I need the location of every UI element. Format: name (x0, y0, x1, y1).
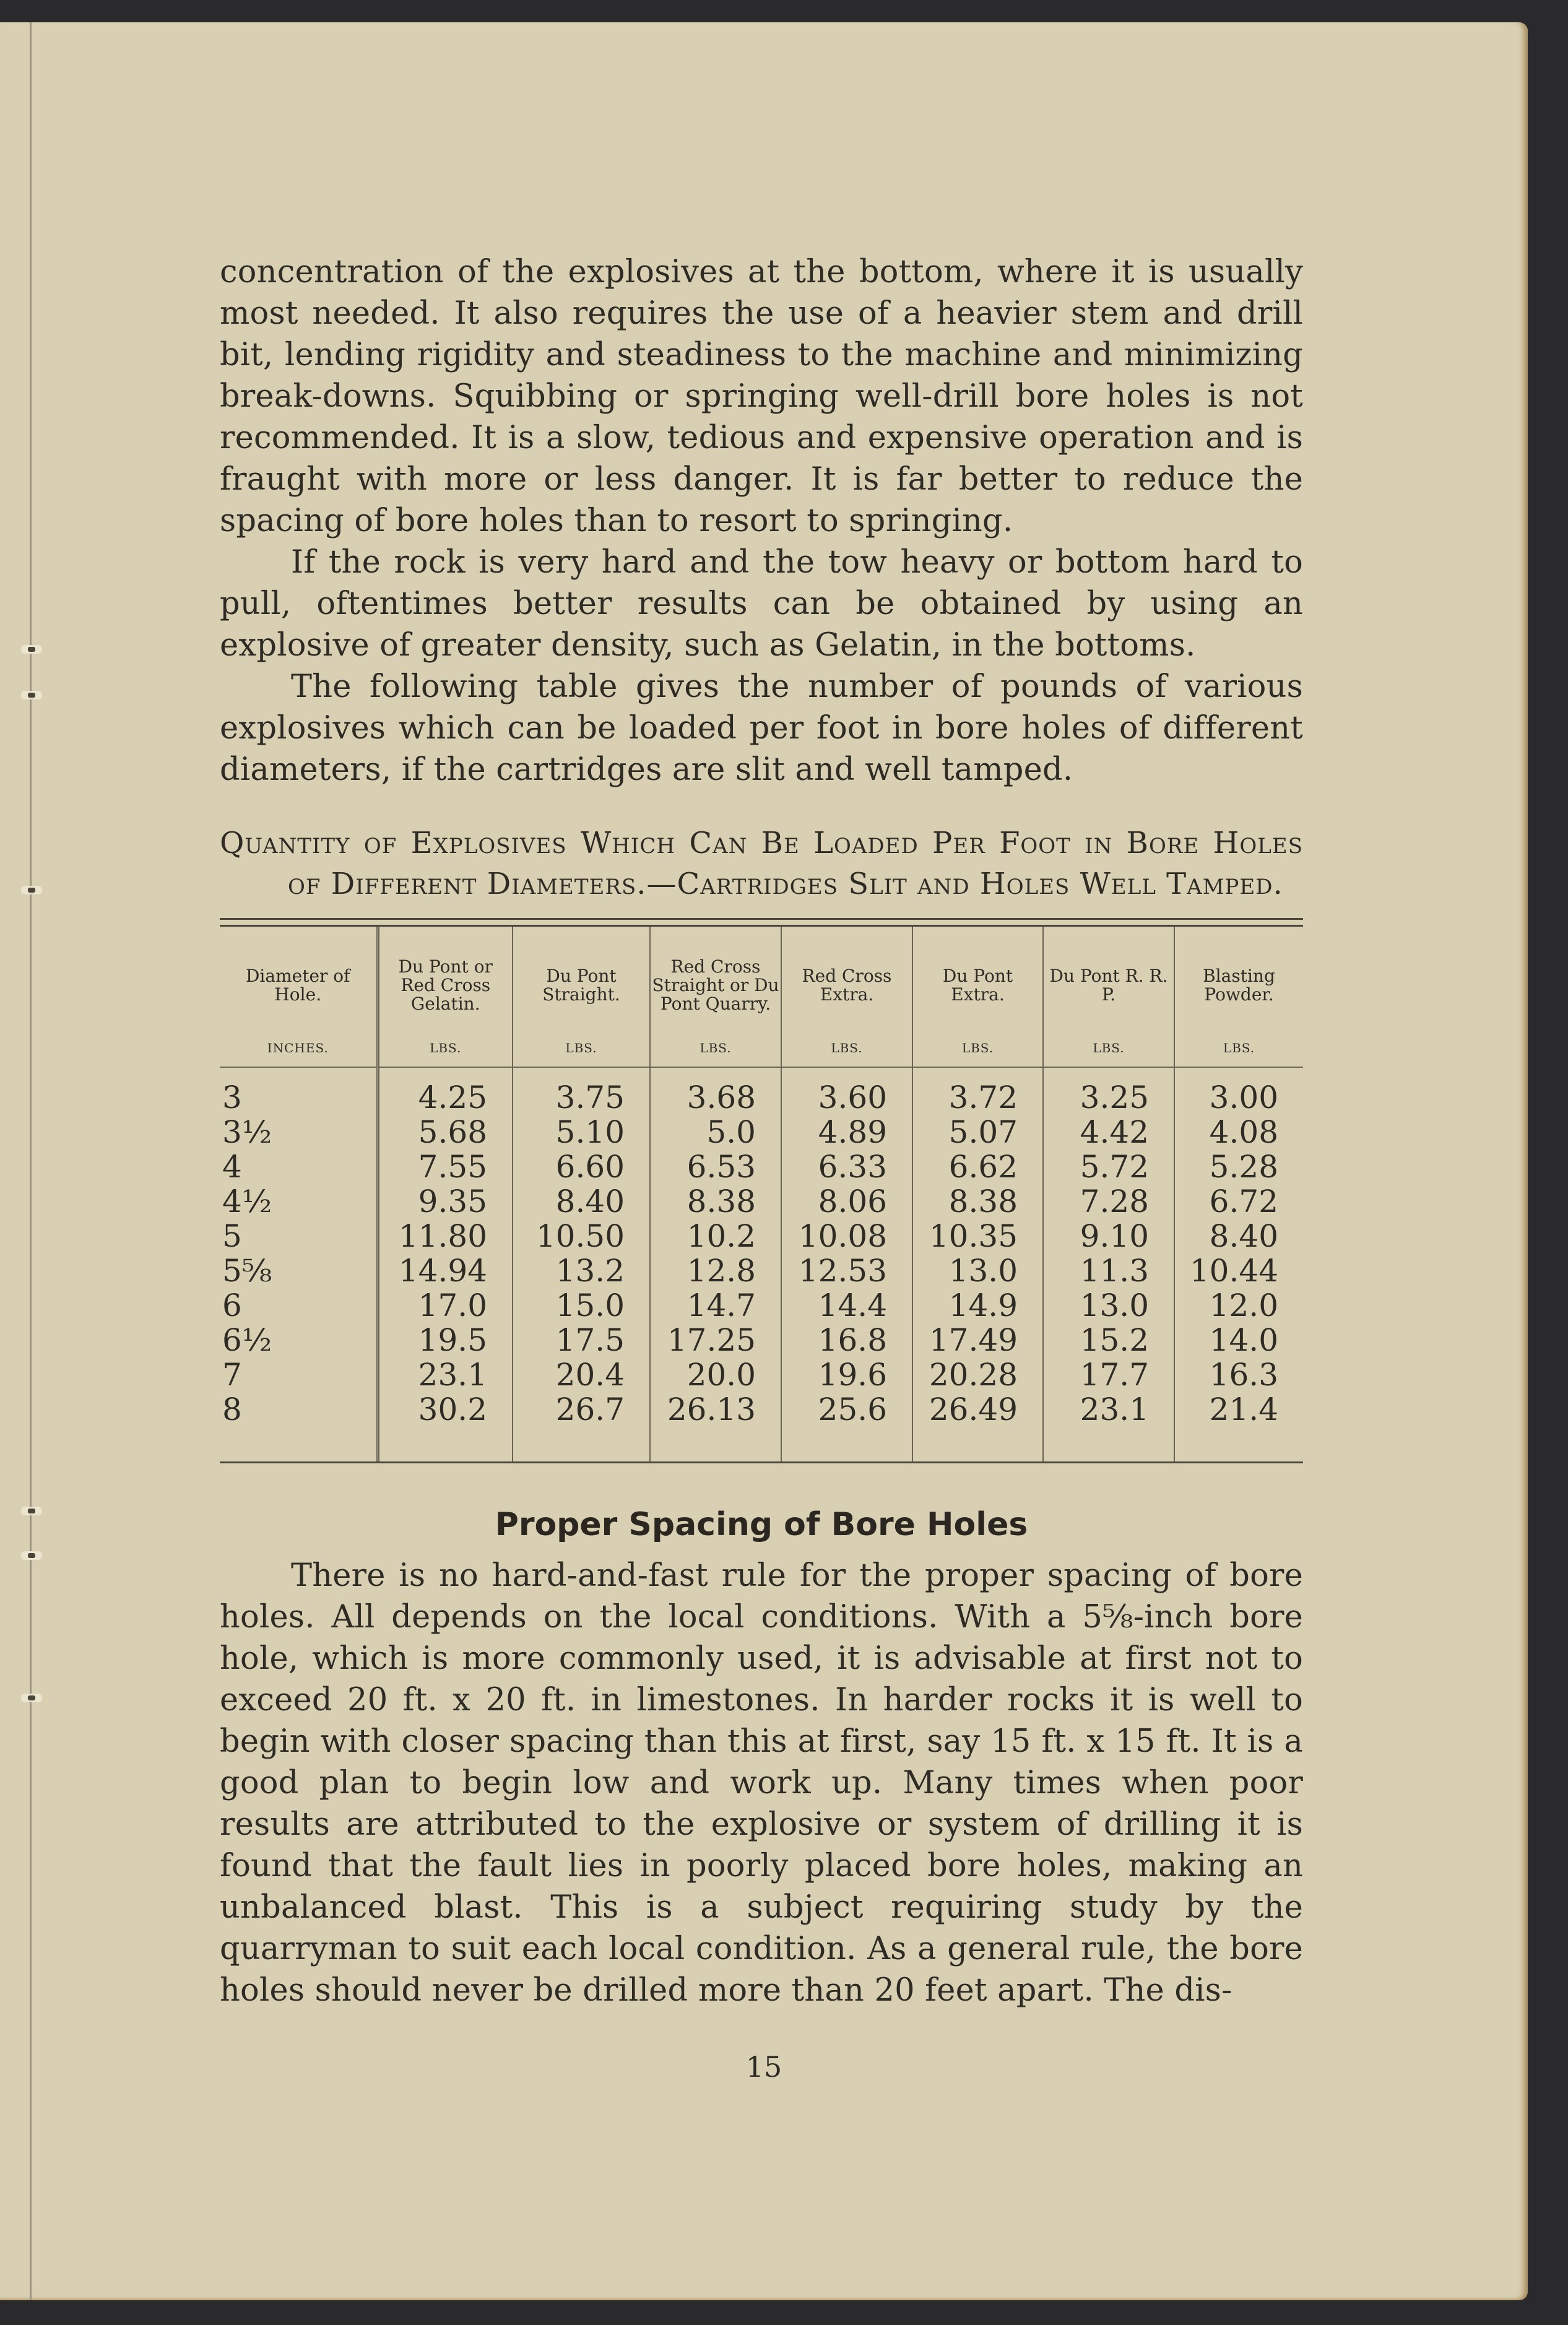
value-cell: 8.38 (650, 1184, 781, 1219)
value-cell: 9.10 (1043, 1219, 1174, 1253)
value-cell: 5.0 (650, 1115, 781, 1150)
value-cell: 15.2 (1043, 1323, 1174, 1357)
value-cell: 9.35 (378, 1184, 513, 1219)
value-cell: 6.62 (912, 1150, 1043, 1184)
value-cell: 14.7 (650, 1288, 781, 1323)
table-units-row (220, 1037, 1303, 1067)
value-cell: 14.94 (378, 1253, 513, 1288)
value-cell: 14.0 (1174, 1323, 1303, 1357)
value-cell: 17.49 (912, 1323, 1043, 1357)
value-cell: 5.28 (1174, 1150, 1303, 1184)
binding-stitch (21, 886, 42, 894)
value-cell: 19.5 (378, 1323, 513, 1357)
value-cell: 6.60 (513, 1150, 650, 1184)
paragraph: If the rock is very hard and the tow heavy or bottom hard to pull, oftentimes better results can be obtained by using an explosive of greater density, such as Gelatin, in the bottoms. (220, 544, 1303, 664)
table-row (220, 1150, 1303, 1184)
value-cell: 11.3 (1043, 1253, 1174, 1288)
unit-label: INCHES. (220, 1037, 378, 1067)
value-cell: 8.38 (912, 1184, 1043, 1219)
explosives-table (220, 918, 1303, 1463)
column-header: Red Cross Straight or Du Pont Quarry. (650, 927, 781, 1037)
value-cell: 10.44 (1174, 1253, 1303, 1288)
column-header: Red Cross Extra. (781, 927, 912, 1037)
table-row (220, 1323, 1303, 1357)
value-cell: 3.68 (650, 1067, 781, 1115)
value-cell: 21.4 (1174, 1392, 1303, 1461)
diameter-cell: 4 (222, 1149, 242, 1185)
table-row (220, 1357, 1303, 1392)
column-header: Du Pont R. R. P. (1043, 927, 1174, 1037)
table-caption: Quantity of Explosives Which Can Be Loaded Per Foot in Bore Holes of Different Diameters.—Cartridges Slit and Holes Well Tamped. (220, 826, 1303, 901)
value-cell: 17.0 (378, 1288, 513, 1323)
column-header: Du Pont or Red Cross Gelatin. (378, 927, 513, 1037)
diameter-cell: 3 (222, 1080, 242, 1115)
table-header-row (220, 927, 1303, 1037)
value-cell: 17.5 (513, 1323, 650, 1357)
table-row (220, 1219, 1303, 1253)
value-cell: 3.72 (912, 1067, 1043, 1115)
value-cell: 10.35 (912, 1219, 1043, 1253)
value-cell: 14.4 (781, 1288, 912, 1323)
unit-label: LBS. (912, 1037, 1043, 1067)
value-cell: 10.2 (650, 1219, 781, 1253)
page-content (220, 251, 1303, 2011)
binding-stitch (21, 691, 42, 699)
value-cell: 13.0 (1043, 1288, 1174, 1323)
binding-fold-line (30, 22, 32, 2300)
value-cell: 23.1 (1043, 1392, 1174, 1461)
value-cell: 7.28 (1043, 1184, 1174, 1219)
unit-label: LBS. (1043, 1037, 1174, 1067)
value-cell: 5.07 (912, 1115, 1043, 1150)
value-cell: 16.8 (781, 1323, 912, 1357)
book-page (0, 22, 1528, 2300)
column-header: Du Pont Straight. (513, 927, 650, 1037)
table-top-rule (220, 918, 1303, 927)
value-cell: 30.2 (378, 1392, 513, 1461)
value-cell: 3.25 (1043, 1067, 1174, 1115)
column-header: Du Pont Extra. (912, 927, 1043, 1037)
diameter-cell: 4½ (222, 1184, 272, 1219)
diameter-cell: 3½ (222, 1114, 272, 1150)
diameter-cell: 5⅝ (222, 1253, 272, 1289)
value-cell: 10.08 (781, 1219, 912, 1253)
value-cell: 20.4 (513, 1357, 650, 1392)
binding-stitch (21, 1551, 42, 1560)
value-cell: 12.53 (781, 1253, 912, 1288)
column-header: Blasting Powder. (1174, 927, 1303, 1037)
binding-stitch (21, 1507, 42, 1515)
value-cell: 15.0 (513, 1288, 650, 1323)
value-cell: 4.08 (1174, 1115, 1303, 1150)
unit-label: LBS. (378, 1037, 513, 1067)
unit-label: LBS. (1174, 1037, 1303, 1067)
value-cell: 17.7 (1043, 1357, 1174, 1392)
unit-label: LBS. (781, 1037, 912, 1067)
value-cell: 4.25 (378, 1067, 513, 1115)
value-cell: 26.13 (650, 1392, 781, 1461)
value-cell: 6.72 (1174, 1184, 1303, 1219)
diameter-cell: 6 (222, 1288, 242, 1323)
table-row (220, 1253, 1303, 1288)
value-cell: 12.0 (1174, 1288, 1303, 1323)
value-cell: 3.60 (781, 1067, 912, 1115)
value-cell: 23.1 (378, 1357, 513, 1392)
diameter-cell: 5 (222, 1218, 242, 1254)
value-cell: 17.25 (650, 1323, 781, 1357)
value-cell: 5.72 (1043, 1150, 1174, 1184)
diameter-cell: 6½ (222, 1322, 272, 1358)
value-cell: 4.89 (781, 1115, 912, 1150)
value-cell: 20.0 (650, 1357, 781, 1392)
value-cell: 5.10 (513, 1115, 650, 1150)
table-row (220, 1288, 1303, 1323)
value-cell: 13.0 (912, 1253, 1043, 1288)
value-cell: 11.80 (378, 1219, 513, 1253)
paragraph: The following table gives the number of pounds of various explosives which can be loaded per foot in bore holes of different diameters, if the cartridges are slit and well tamped. (220, 669, 1303, 788)
table-bottom-rule (220, 1461, 1303, 1463)
binding-stitch (21, 1694, 42, 1702)
value-cell: 14.9 (912, 1288, 1043, 1323)
value-cell: 3.00 (1174, 1067, 1303, 1115)
value-cell: 8.40 (513, 1184, 650, 1219)
value-cell: 8.06 (781, 1184, 912, 1219)
unit-label: LBS. (650, 1037, 781, 1067)
value-cell: 10.50 (513, 1219, 650, 1253)
page-number: 15 (745, 2050, 782, 2084)
table-row (220, 1115, 1303, 1150)
table-row (220, 1067, 1303, 1115)
value-cell: 12.8 (650, 1253, 781, 1288)
value-cell: 6.53 (650, 1150, 781, 1184)
column-header: Diameter of Hole. (245, 966, 350, 1005)
section-heading: Proper Spacing of Bore Holes (495, 1506, 1028, 1543)
value-cell: 26.49 (912, 1392, 1043, 1461)
value-cell: 13.2 (513, 1253, 650, 1288)
value-cell: 25.6 (781, 1392, 912, 1461)
unit-label: LBS. (513, 1037, 650, 1067)
value-cell: 7.55 (378, 1150, 513, 1184)
table-row (220, 1392, 1303, 1461)
value-cell: 19.6 (781, 1357, 912, 1392)
binding-stitch (21, 645, 42, 654)
value-cell: 16.3 (1174, 1357, 1303, 1392)
value-cell: 26.7 (513, 1392, 650, 1461)
diameter-cell: 7 (222, 1357, 242, 1393)
value-cell: 3.75 (513, 1067, 650, 1115)
value-cell: 20.28 (912, 1357, 1043, 1392)
paragraph: concentration of the explosives at the bottom, where it is usually most needed. It also requires the use of a heavier stem and drill bit, lending rigidity and steadiness to the machine and minimizing break-downs. Squibbing or springing well-drill bore holes is not recommended. It is a slow, tedious and expensive operation and is fraught with more or less danger. It is far better to reduce the spacing of bore holes than to resort to springing. (220, 254, 1303, 539)
diameter-cell: 8 (222, 1392, 242, 1427)
value-cell: 8.40 (1174, 1219, 1303, 1253)
value-cell: 5.68 (378, 1115, 513, 1150)
value-cell: 6.33 (781, 1150, 912, 1184)
table-row (220, 1184, 1303, 1219)
paragraph: There is no hard-and-fast rule for the proper spacing of bore holes. All depends on the local conditions. With a 5⅝-inch bore hole, which is more commonly used, it is advisable at first not to exceed 20 ft. x 20 ft. in limestones. In harder rocks it is well to begin with closer spacing than this at first, say 15 ft. x 15 ft. It is a good plan to begin low and work up. Many times when poor results are attributed to the explosive or system of drilling it is found that the fault lies in poorly placed bore holes, making an unbalanced blast. This is a subject requiring study by the quarryman to suit each local condition. As a general rule, the bore holes should never be drilled more than 20 feet apart. The dis- (220, 1557, 1303, 2009)
value-cell: 4.42 (1043, 1115, 1174, 1150)
